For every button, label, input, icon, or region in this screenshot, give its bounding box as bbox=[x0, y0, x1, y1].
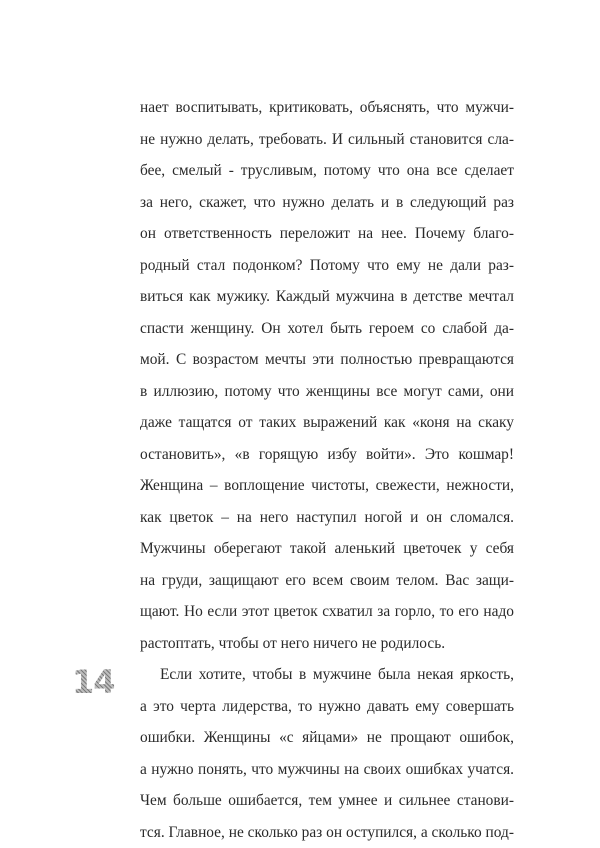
text-line: а это черта лидерства, то нужно давать ему совершать bbox=[140, 691, 514, 723]
text-line: а нужно понять, что мужчины на своих ошибках учатся. bbox=[140, 754, 514, 786]
text-line: на груди, защищают его всем своим телом. Вас защи- bbox=[140, 565, 514, 597]
text-line: остановить», «в горящую избу войти». Это кошмар! bbox=[140, 439, 514, 471]
text-line: растоптать, чтобы от него ничего не родилось. bbox=[140, 628, 514, 660]
page-number: 14 bbox=[72, 664, 115, 700]
text-line: Если хотите, чтобы в мужчине была некая яркость, bbox=[140, 659, 514, 691]
text-line: родный стал подонком? Потому что ему не дали раз- bbox=[140, 250, 514, 282]
text-line: как цветок – на него наступил ногой и он сломался. bbox=[140, 502, 514, 534]
text-line: не нужно делать, требовать. И сильный становится сла- bbox=[140, 124, 514, 156]
text-line: за него, скажет, что нужно делать и в следующий раз bbox=[140, 187, 514, 219]
text-line: спасти женщину. Он хотел быть героем со слабой да- bbox=[140, 313, 514, 345]
text-line: Мужчины оберегают такой аленький цветочек у себя bbox=[140, 533, 514, 565]
text-line: щают. Но если этот цветок схватил за горло, то его надо bbox=[140, 596, 514, 628]
paragraph-2 bbox=[140, 659, 514, 848]
text-line: бее, смелый - трусливым, потому что она все сделает bbox=[140, 155, 514, 187]
text-line: виться как мужику. Каждый мужчина в детстве мечтал bbox=[140, 281, 514, 313]
body-text bbox=[140, 92, 514, 848]
paragraph-1 bbox=[140, 92, 514, 659]
text-line: нает воспитывать, критиковать, объяснять, что мужчи- bbox=[140, 92, 514, 124]
text-line: ошибки. Женщины «с яйцами» не прощают ошибок, bbox=[140, 722, 514, 754]
text-line: Чем больше ошибается, тем умнее и сильнее станови- bbox=[140, 785, 514, 817]
text-line: мой. С возрастом мечты эти полностью превращаются bbox=[140, 344, 514, 376]
text-line: даже тащатся от таких выражений как «коня на скаку bbox=[140, 407, 514, 439]
text-line: Женщина – воплощение чистоты, свежести, нежности, bbox=[140, 470, 514, 502]
text-line: он ответственность переложит на нее. Почему благо- bbox=[140, 218, 514, 250]
text-line: тся. Главное, не сколько раз он оступился, а сколько под- bbox=[140, 817, 514, 848]
text-line: в иллюзию, потому что женщины все могут сами, они bbox=[140, 376, 514, 408]
